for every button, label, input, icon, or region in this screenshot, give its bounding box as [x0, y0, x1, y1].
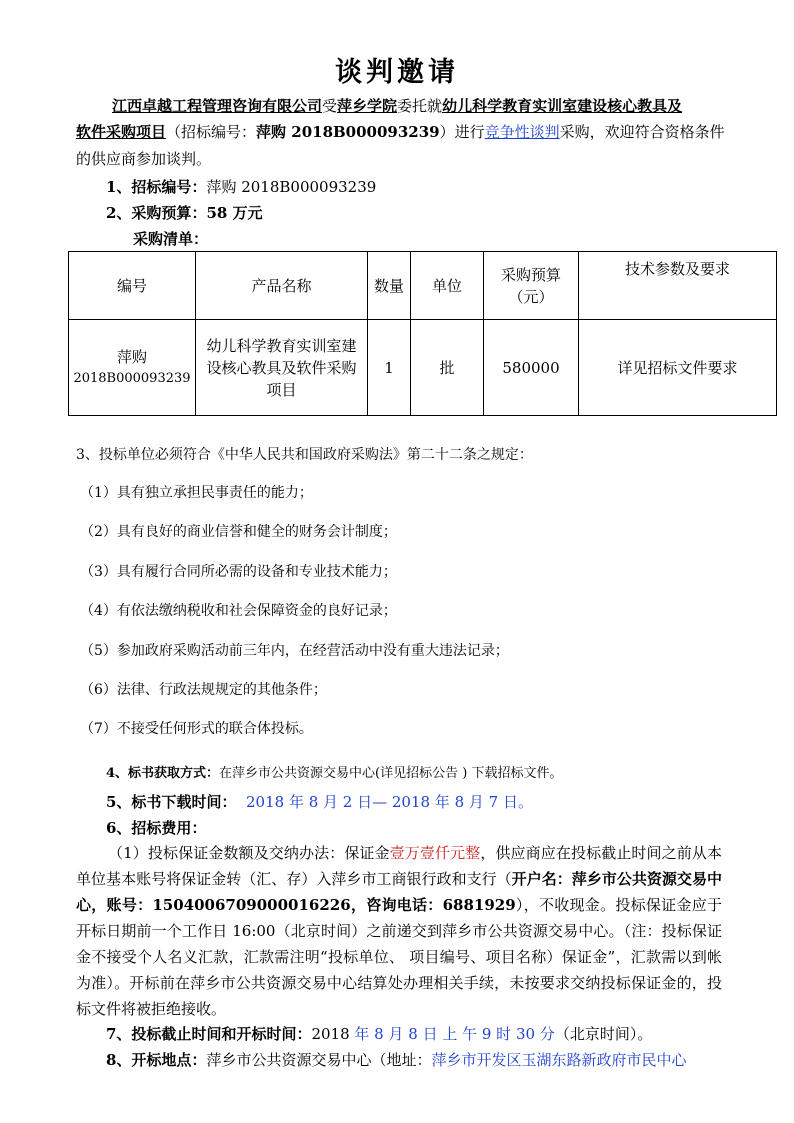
item-2: 2、采购预算：58 万元 [106, 204, 263, 222]
table-header: 编号 [69, 252, 196, 320]
item-6: 6、招标费用： [106, 819, 207, 837]
table-cell-code: 萍购 2018B000093239 [69, 320, 196, 416]
table-cell-budget: 580000 [484, 320, 579, 416]
intro-line-1: 江西卓越工程管理咨询有限公司受萍乡学院委托就幼儿科学教育实训室建设核心教具及 [112, 97, 683, 115]
item-1: 1、招标编号：萍购 2018B000093239 [106, 178, 377, 196]
table-cell-unit: 批 [411, 320, 484, 416]
account-info: 开户名：萍乡市公共资源交易中心，账号：1504006709000016226，咨询电话：6881929 [76, 870, 722, 914]
requirement-item: （5）参加政府采购活动前三年内，在经营活动中没有重大违法记录； [80, 643, 509, 659]
project-name-b: 软件采购项目 [76, 123, 167, 141]
page-title: 谈判邀请 [335, 57, 459, 88]
table-header-row [69, 252, 777, 320]
item-8: 8、开标地点：萍乡市公共资源交易中心（地址：萍乡市开发区玉湖东路新政府市民中心 [106, 1051, 687, 1069]
agency-name: 江西卓越工程管理咨询有限公司 [112, 97, 323, 115]
requirement-item: （6）法律、行政法规规定的其他条件； [80, 682, 327, 698]
purchase-list-label: 采购清单： [133, 230, 209, 248]
table-cell-req: 详见招标文件要求 [579, 320, 777, 416]
item-4: 4、标书获取方式：在萍乡市公共资源交易中心(详见招标公告 ) 下载招标文件。 [106, 766, 563, 781]
table-header: 技术参数及要求 [579, 252, 777, 320]
item-7: 7、投标截止时间和开标时间：2018 年 8 月 8 日 上 午 9 时 30 分（北京时间）。 [106, 1025, 653, 1043]
tender-code: 萍购 2018B000093239 [256, 123, 440, 141]
table-row [69, 320, 777, 416]
client-name: 萍乡学院 [337, 97, 398, 115]
intro-line-3: 的供应商参加谈判。 [76, 150, 212, 168]
table-header: 产品名称 [196, 252, 368, 320]
item-5: 5、标书下载时间： 2018 年 8 月 2 日— 2018 年 8 月 7 日。 [106, 793, 533, 811]
procurement-method-link[interactable]: 竞争性谈判 [484, 123, 560, 141]
requirement-item: （4）有依法缴纳税收和社会保障资金的良好记录； [80, 603, 397, 619]
deposit-amount: 壹万壹仟元整 [389, 844, 481, 862]
intro-line-2: 软件采购项目（招标编号：萍购 2018B000093239）进行竞争性谈判采购，欢迎符合资格条件 [76, 123, 725, 141]
table-cell-qty: 1 [368, 320, 411, 416]
table-cell-product: 幼儿科学教育实训室建设核心教具及软件采购项目 [196, 320, 368, 416]
requirement-item: （1）具有独立承担民事责任的能力； [80, 485, 313, 501]
item-3: 3、投标单位必须符合《中华人民共和国政府采购法》第二十二条之规定： [76, 447, 533, 463]
table-header: 数量 [368, 252, 411, 320]
project-name-a: 幼儿科学教育实训室建设核心教具及 [442, 97, 683, 115]
requirement-item: （7）不接受任何形式的联合体投标。 [80, 721, 313, 737]
deposit-paragraph: （1）投标保证金数额及交纳办法：保证金壹万壹仟元整，供应商应在投标截止时间之前从本单位基本账号将保证金转（汇、存）入萍乡市工商银行政和支行（开户名：萍乡市公共资源交易中心，账号：1504006709000016226，咨询电话：6881929），不收现金。投标保证金应于开标日期前一个工作日 16:00（北京时间）之前递交到萍乡市公共资源交易中心。（注：投标保证金不接受个人名义汇款，汇款需注明“投标单位、 项目编号、项目名称）保证金”，汇款需以到帐为准）。开标前在萍乡市公共资源交易中心结算处办理相关手续，未按要求交纳投标保证金的，投标文件将被拒绝接收。 [76, 844, 722, 1018]
requirement-item: （2）具有良好的商业信誉和健全的财务会计制度； [80, 524, 397, 540]
requirement-item: （3）具有履行合同所必需的设备和专业技术能力； [80, 564, 397, 580]
purchase-table [68, 251, 777, 416]
table-header: 单位 [411, 252, 484, 320]
table-header: 采购预算（元） [484, 252, 579, 320]
